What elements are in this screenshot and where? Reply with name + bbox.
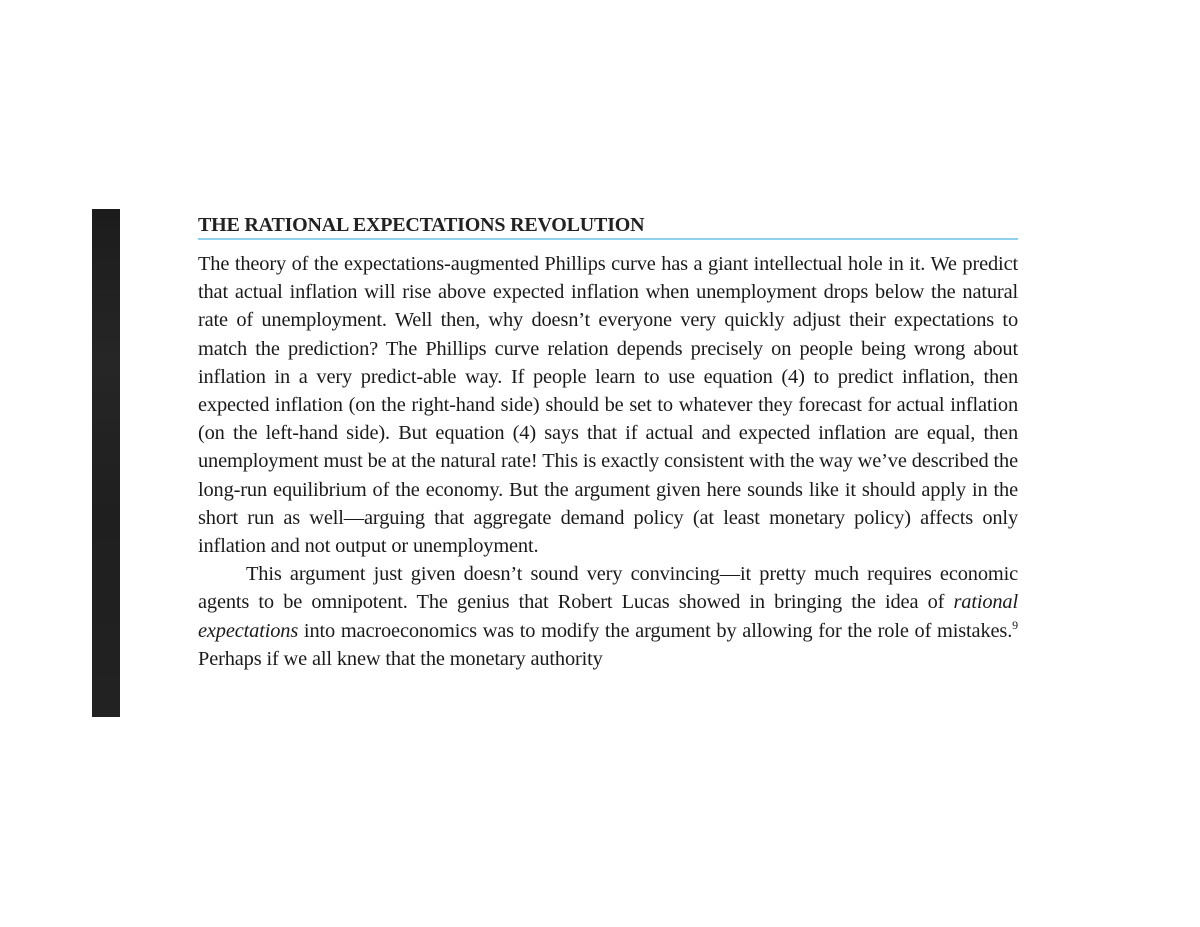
paragraph-2 — [198, 560, 1018, 673]
document-page — [198, 212, 1018, 673]
paragraph-2-part-3: Perhaps if we all knew that the monetary authority — [198, 647, 603, 670]
paragraph-1: The theory of the expectations-augmented Phillips curve has a giant intellectual hole in it. We predict that actual inflation will rise above expected inflation when unemployment drops below the natural rate of unemployment. Well then, why doesn’t everyone very quickly adjust their expectations to match the prediction? The Phillips curve relation depends precisely on people being wrong about inflation in a very predict-able way. If people learn to use equation (4) to predict inflation, then expected inflation (on the right-hand side) should be set to whatever they forecast for actual inflation (on the left-hand side). But equation (4) says that if actual and expected inflation are equal, then unemployment must be at the natural rate! This is exactly consistent with the way we’ve described the long-run equilibrium of the economy. But the argument given here sounds like it should apply in the short run as well—arguing that aggregate demand policy (at least monetary policy) affects only inflation and not output or unemployment. — [198, 253, 1018, 558]
paragraph-2-part-1: This argument just given doesn’t sound very convincing—it pretty much requires economic agents to be omnipotent. The genius that Robert Lucas showed in bringing the idea of — [198, 563, 1018, 614]
footnote-marker: 9 — [1012, 617, 1018, 632]
italic-term: rational expectations — [198, 591, 1018, 642]
section-heading: THE RATIONAL EXPECTATIONS REVOLUTION — [198, 214, 645, 236]
paragraph-2-part-2: into macroeconomics was to modify the argument by allowing for the role of mistakes. — [298, 619, 1013, 642]
scanned-page-edge — [92, 209, 120, 717]
heading-rule — [198, 238, 1018, 240]
